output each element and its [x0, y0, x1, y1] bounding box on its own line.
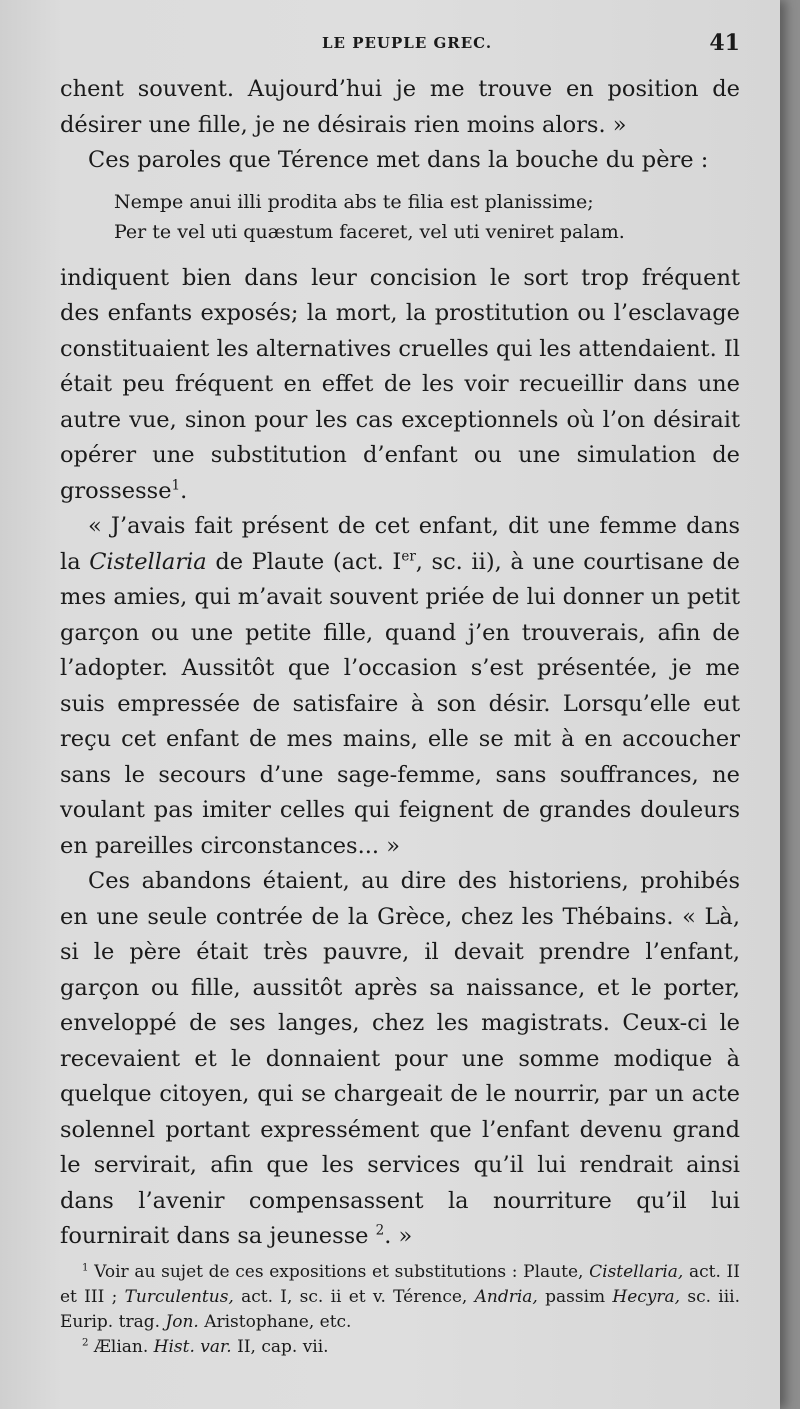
footnote-1-title-3: Andria,: [474, 1287, 538, 1307]
paragraph-2: Ces paroles que Térence met dans la bouche du père :: [88, 147, 709, 173]
running-title: LE PEUPLE GREC.: [322, 34, 493, 52]
latin-quote: [114, 187, 740, 247]
footnote-1-text-c: act. I, sc. ii et v. Térence,: [233, 1287, 475, 1307]
footnote-1-title-4: Hecyra,: [612, 1287, 681, 1307]
footnotes: [60, 1260, 740, 1360]
footnote-1-title-1: Cistellaria,: [589, 1262, 684, 1282]
paragraph-3: indiquent bien dans leur concision le sort trop fréquent des enfants exposés; la mort, la prostitution ou l’esclavage constituaient les alternatives cruelles qui les attendaient. Il était peu fréquent en effet de les voir recueillir dans une autre vue, sinon pour les cas exceptionnels où l’on désirait opérer une substitution d’enfant ou une simulation de grossesse$^1$.: [60, 264, 740, 504]
footnote-1-title-5: Jon.: [165, 1312, 199, 1332]
footnote-ref-2: 2: [375, 1222, 385, 1239]
page-header: [60, 30, 740, 60]
quote-line-2: Per te vel uti quæstum faceret, vel uti veniret palam.: [114, 220, 625, 243]
quote-line-1: Nempe anui illi prodita abs te filia est planissime;: [114, 190, 594, 213]
superscript-er: er: [401, 548, 416, 564]
footnote-2-title-1: Hist. var.: [153, 1337, 232, 1357]
footnote-2: [60, 1335, 740, 1360]
paragraph-5: [60, 864, 740, 1255]
footnote-1-mark: 1: [82, 1262, 89, 1274]
footnote-1-text-b: act. II et III ;: [60, 1262, 740, 1307]
paragraph-1: chent souvent. Aujourd’hui je me trouve en position de désirer une fille, je ne désirais rien moins alors. »: [60, 76, 740, 138]
footnote-1-text-a: Voir au sujet de ces expositions et substitutions : Plaute,: [88, 1262, 590, 1282]
paragraph-4: [60, 509, 740, 864]
paragraph-3-text: indiquent bien dans leur concision le sort trop fréquent des enfants exposés; la mort, la prostitution ou l’esclavage constituaient les alternatives cruelles qui les attendaient. Il était peu fréquent en effet de les voir recueillir dans une autre vue, sinon pour les cas exceptionnels où l’on désirait opérer une substitution d’enfant ou une simulation de grossesse: [60, 264, 740, 504]
footnote-1: [60, 1260, 740, 1335]
footnote-1-text-f: Aristophane, etc.: [198, 1312, 352, 1332]
work-title-cistellaria: Cistellaria: [89, 548, 207, 575]
paragraph-4-text-a: « J’avais fait présent de cet enfant, dit une femme dans la: [60, 513, 740, 575]
paragraph-4-text-b: de Plaute (act. I: [206, 548, 402, 575]
footnote-2-text-a: Ælian.: [88, 1337, 154, 1357]
paragraph-5-end: . »: [384, 1223, 413, 1249]
paragraph-5-text: Ces abandons étaient, au dire des historiens, prohibés en une seule contrée de la Grèce, chez les Thébains. « Là, si le père était très pauvre, il devait prendre l’enfant, garçon ou fille, aussitôt après sa naissance, et le porter, enveloppé de ses langes, chez les magistrats. Ceux-ci le recevaient et le donnaient pour une somme modique à quelque citoyen, qui se chargeait de le nourrir, par un acte solennel portant expressément que l’enfant devenu grand le servirait, afin que les services qu’il lui rendrait ainsi dans l’avenir compensassent la nourriture qu’il lui fournirait dans sa jeunesse: [60, 868, 740, 1249]
footnote-1-title-2: Turculentus,: [124, 1287, 234, 1307]
footnote-1-text-d: passim: [537, 1287, 613, 1307]
footnote-2-text-b: II, cap. vii.: [231, 1337, 329, 1357]
paragraph-4-text-c: , sc. ii), à une courtisane de mes amies, qui m’avait souvent priée de lui donner un petit garçon ou une petite fille, quand j’en trouverais, afin de l’adopter. Aussitôt que l’occasion s’est présentée, je me suis empressée de satisfaire à son désir. Lorsqu’elle eut reçu cet enfant de mes mains, elle se mit à en accoucher sans le secours d’une sage-femme, sans souffrances, ne voulant pas imiter celles qui feignent de grandes douleurs en pareilles circonstances... »: [60, 548, 740, 859]
footnote-2-mark: 2: [82, 1337, 89, 1349]
footnote-1-text-e: sc. iii. Eurip. trag.: [60, 1287, 740, 1332]
footnote-ref-1: 1: [171, 477, 181, 493]
body-text: [60, 72, 740, 1255]
page-number: 41: [709, 30, 740, 56]
